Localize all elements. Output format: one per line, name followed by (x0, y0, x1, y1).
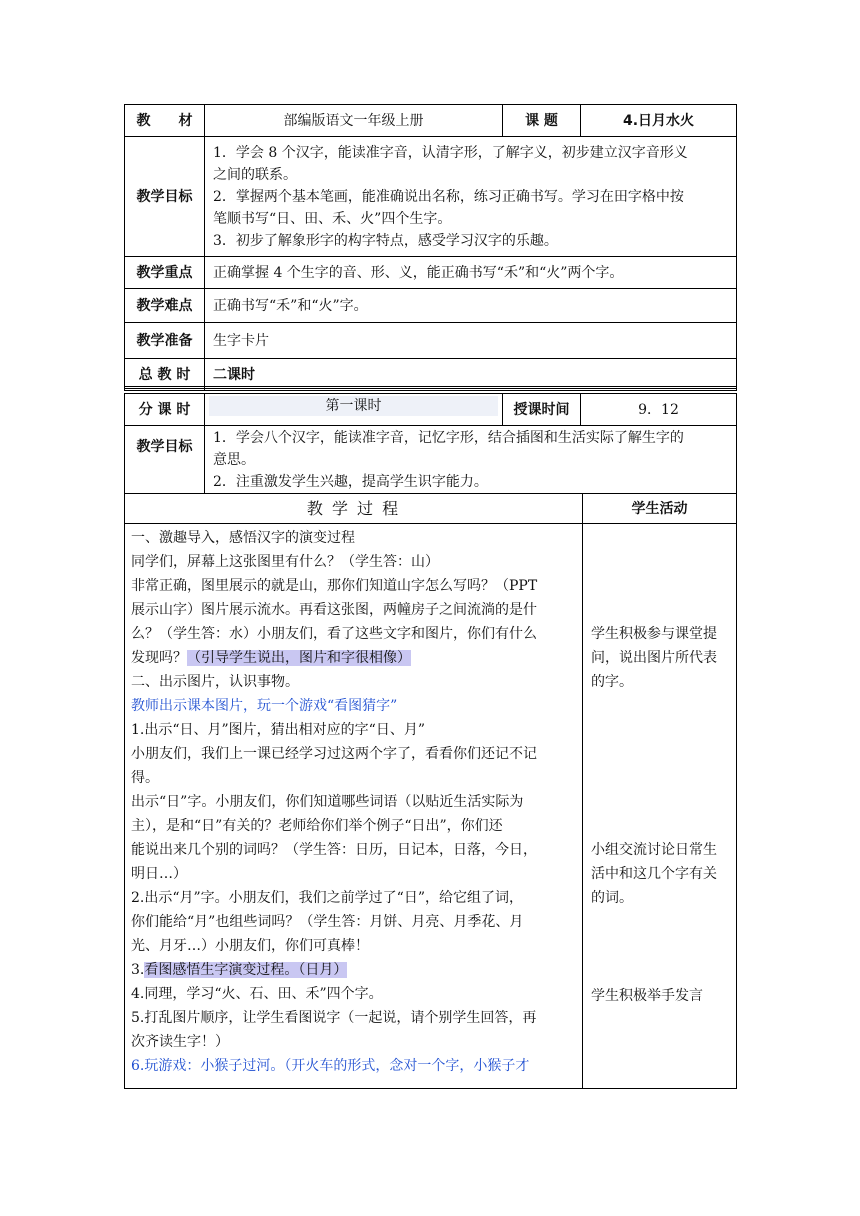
lesson-goal-line: 2．注重激发学生兴趣，提高学生识字能力。 (213, 473, 488, 490)
process-line: 你们能给“月”也组些词吗？（学生答：月饼、月亮、月季花、月 (131, 914, 524, 930)
activity-line: 小组交流讨论日常生 (591, 842, 717, 858)
process-content (125, 524, 583, 1089)
material-value: 部编版语文一年级上册 (205, 105, 503, 137)
process-line: 4.同理，学习“火、石、田、禾”四个字。 (131, 986, 383, 1002)
process-line: 二、出示图片，认识事物。 (131, 674, 299, 690)
activity-line: 学生积极举手发言 (591, 988, 703, 1004)
process-line: 得。 (131, 770, 159, 786)
process-line (131, 958, 578, 982)
lesson-goal-line: 1．学会八个汉字，能读准字音，记忆字形，结合插图和生活实际了解生字的 (213, 429, 684, 446)
activity-content (583, 524, 737, 1089)
activity-line: 问，说出图片所代表 (591, 650, 717, 666)
lesson-time-label: 授课时间 (503, 394, 581, 426)
activity-line: 的词。 (591, 890, 633, 906)
process-line: 能说出来几个别的词吗？（学生答：日历，日记本，日落，今日， (131, 842, 537, 858)
process-line: 次齐读生字！） (131, 1034, 229, 1050)
difficulties-label: 教学难点 (125, 289, 205, 323)
goals-content (205, 137, 737, 257)
activity-note (591, 622, 717, 694)
total-hours-label: 总 教 时 (125, 359, 205, 391)
goal-line: 笔顺书写“日、田、禾、火”四个生字。 (213, 210, 452, 227)
process-line: 么？（学生答：水）小朋友们，看了这些文字和图片，你们有什么 (131, 626, 537, 642)
process-header: 教 学 过 程 (125, 494, 583, 524)
goal-line: 3．初步了解象形字的构字特点，感受学习汉字的乐趣。 (213, 232, 558, 249)
highlighted-text: （引导学生说出，图片和字很相像） (187, 650, 411, 666)
material-label: 教 材 (125, 105, 205, 137)
goal-line: 1．学会 8 个汉字，能读准字音，认清字形，了解字义，初步建立汉字音形义 (213, 144, 688, 161)
process-line-text: 发现吗？ (131, 650, 187, 666)
topic-label: 课 题 (503, 105, 581, 137)
lesson-info-table (124, 104, 737, 391)
goals-label: 教学目标 (125, 137, 205, 257)
process-line: 光、月牙…）小朋友们，你们可真棒！ (131, 938, 369, 954)
total-hours-value: 二课时 (205, 359, 737, 391)
highlighted-text: 看图感悟生字演变过程。（日月） (144, 962, 348, 978)
process-line: 一、激趣导入，感悟汉字的演变过程 (131, 530, 355, 546)
lesson-goals-label: 教学目标 (125, 426, 205, 494)
process-line: 6.玩游戏：小猴子过河。（开火车的形式，念对一个字，小猴子才 (131, 1058, 530, 1074)
lesson-goals-content (205, 426, 737, 494)
activity-header: 学生活动 (583, 494, 737, 524)
process-line: 2.出示“月”字。小朋友们，我们之前学过了“日”，给它组了词， (131, 890, 523, 906)
process-line-text: 3. (131, 962, 145, 978)
activity-line: 活中和这几个字有关 (591, 866, 717, 882)
key-points-label: 教学重点 (125, 257, 205, 289)
process-line: 明日…） (131, 866, 187, 882)
lesson-time-value: 9．12 (581, 394, 737, 426)
lesson-goal-line: 意思。 (213, 451, 255, 468)
preparation-value: 生字卡片 (205, 323, 737, 359)
process-line: 主），是和“日”有关的？老师给你们举个例子“日出”，你们还 (131, 818, 503, 834)
lesson-process-table (124, 393, 737, 494)
lesson-label: 分 课 时 (125, 394, 205, 426)
lesson-value: 第一课时 (209, 396, 498, 416)
double-rule-divider (124, 386, 736, 389)
process-line: 教师出示课本图片，玩一个游戏“看图猜字” (131, 698, 398, 714)
process-line: 非常正确，图里展示的就是山，那你们知道山字怎么写吗？（PPT (131, 578, 538, 594)
activity-note (591, 984, 703, 1008)
process-line: 出示“日”字。小朋友们，你们知道哪些词语（以贴近生活实际为 (131, 794, 524, 810)
process-table (124, 493, 737, 1089)
process-line (131, 646, 578, 670)
key-points-value: 正确掌握 4 个生字的音、形、义，能正确书写“禾”和“火”两个字。 (205, 257, 737, 289)
preparation-label: 教学准备 (125, 323, 205, 359)
goal-line: 之间的联系。 (213, 166, 297, 183)
lesson-value-cell (205, 394, 503, 426)
activity-line: 学生积极参与课堂提 (591, 626, 717, 642)
process-line: 1.出示“日、月”图片，猜出相对应的字“日、月” (131, 722, 425, 738)
process-line: 小朋友们，我们上一课已经学习过这两个字了，看看你们还记不记 (131, 746, 537, 762)
process-line: 同学们，屏幕上这张图里有什么？（学生答：山） (131, 554, 439, 570)
difficulties-value: 正确书写“禾”和“火”字。 (205, 289, 737, 323)
goal-line: 2．掌握两个基本笔画，能准确说出名称，练习正确书写。学习在田字格中按 (213, 188, 684, 205)
activity-line: 的字。 (591, 674, 633, 690)
topic-value: 4.日月水火 (581, 105, 737, 137)
process-line: 5.打乱图片顺序，让学生看图说字（一起说，请个别学生回答，再 (131, 1010, 537, 1026)
activity-note (591, 838, 717, 910)
process-line: 展示山字）图片展示流水。再看这张图，两幢房子之间流淌的是什 (131, 602, 537, 618)
